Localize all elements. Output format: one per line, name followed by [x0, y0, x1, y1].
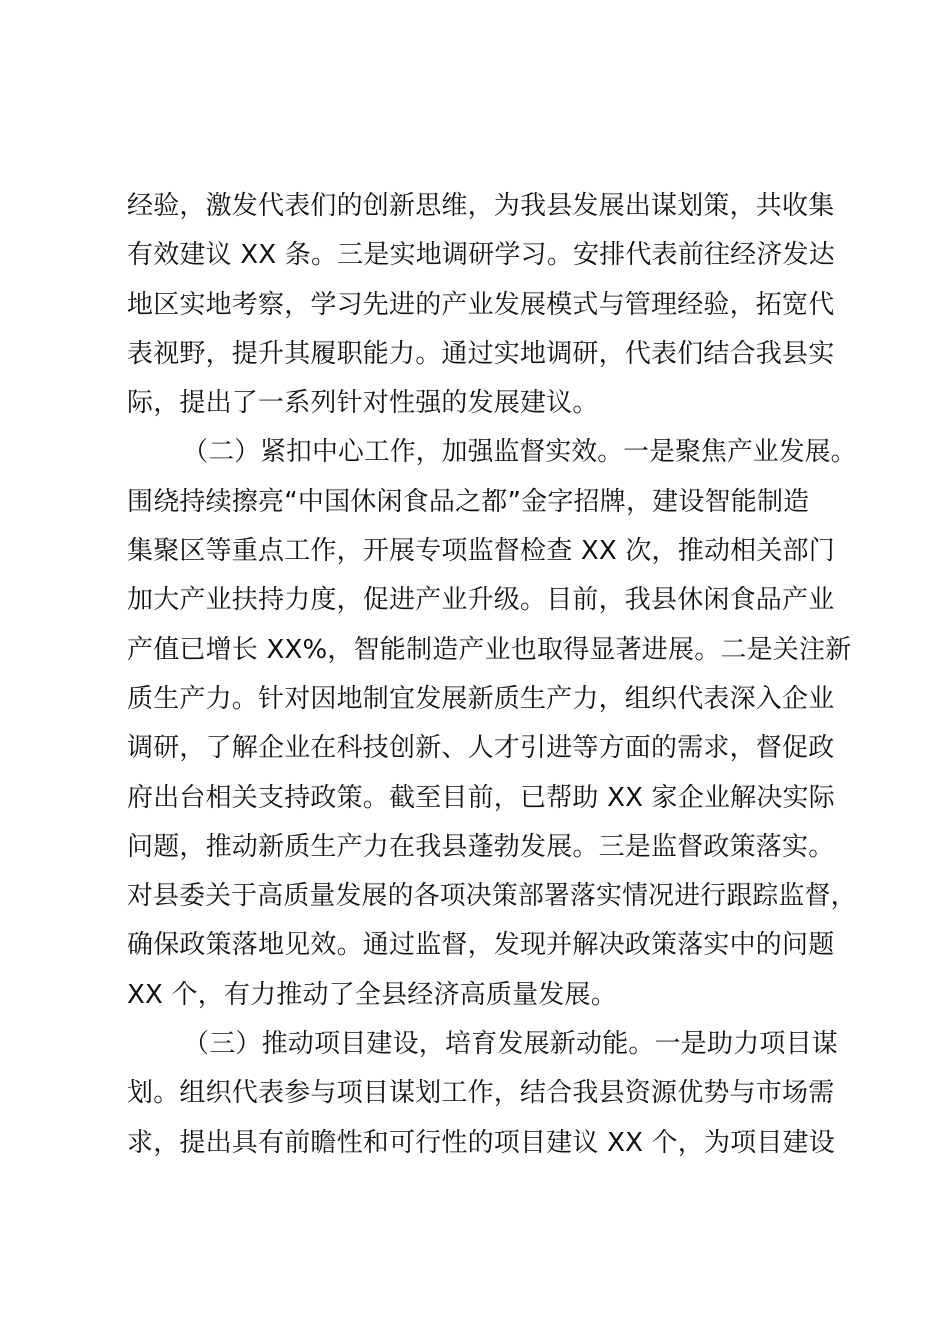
body-text: [127, 182, 857, 1168]
text-line: 调研，了解企业在科技创新、人才引进等方面的需求，督促政: [127, 733, 835, 764]
text-line: 划。组织代表参与项目谋划工作，结合我县资源优势与市场需: [127, 1078, 835, 1109]
text-line: 求，提出具有前瞻性和可行性的项目建议 XX 个，为项目建设: [127, 1127, 835, 1158]
text-line: 问题，推动新质生产力在我县蓬勃发展。三是监督政策落实。: [127, 831, 835, 862]
text-line: 确保政策落地见效。通过监督，发现并解决政策落实中的问题: [127, 930, 835, 961]
text-line: 有效建议 XX 条。三是实地调研学习。安排代表前往经济发达: [127, 240, 835, 271]
text-line: XX 个，有力推动了全县经济高质量发展。: [127, 979, 617, 1010]
paragraph-heading-line: （三）推动项目建设，培育发展新动能。一是助力项目谋: [183, 1029, 839, 1060]
paragraph-heading-line: （二）紧扣中心工作，加强监督实效。一是聚焦产业发展。: [182, 437, 857, 468]
text-line: 对县委关于高质量发展的各项决策部署落实情况进行跟踪监督，: [127, 881, 857, 912]
text-line: 表视野，提升其履职能力。通过实地调研，代表们结合我县实: [127, 338, 835, 369]
text-line: 加大产业扶持力度，促进产业升级。目前，我县休闲食品产业: [127, 585, 835, 616]
text-line: 产值已增长 XX%，智能制造产业也取得显著进展。二是关注新: [127, 634, 852, 665]
text-line: 质生产力。针对因地制宜发展新质生产力，组织代表深入企业: [127, 683, 835, 714]
text-line: 地区实地考察，学习先进的产业发展模式与管理经验，拓宽代: [127, 289, 835, 320]
text-line: 围绕持续擦亮“中国休闲食品之都”金字招牌，建设智能制造: [127, 486, 810, 517]
text-line: 集聚区等重点工作，开展专项监督检查 XX 次，推动相关部门: [127, 536, 835, 567]
text-line: 府出台相关支持政策。截至目前，已帮助 XX 家企业解决实际: [127, 782, 835, 813]
text-line: 经验，激发代表们的创新思维，为我县发展出谋划策，共收集: [127, 191, 835, 221]
text-line: 际，提出了一系列针对性强的发展建议。: [127, 388, 599, 419]
